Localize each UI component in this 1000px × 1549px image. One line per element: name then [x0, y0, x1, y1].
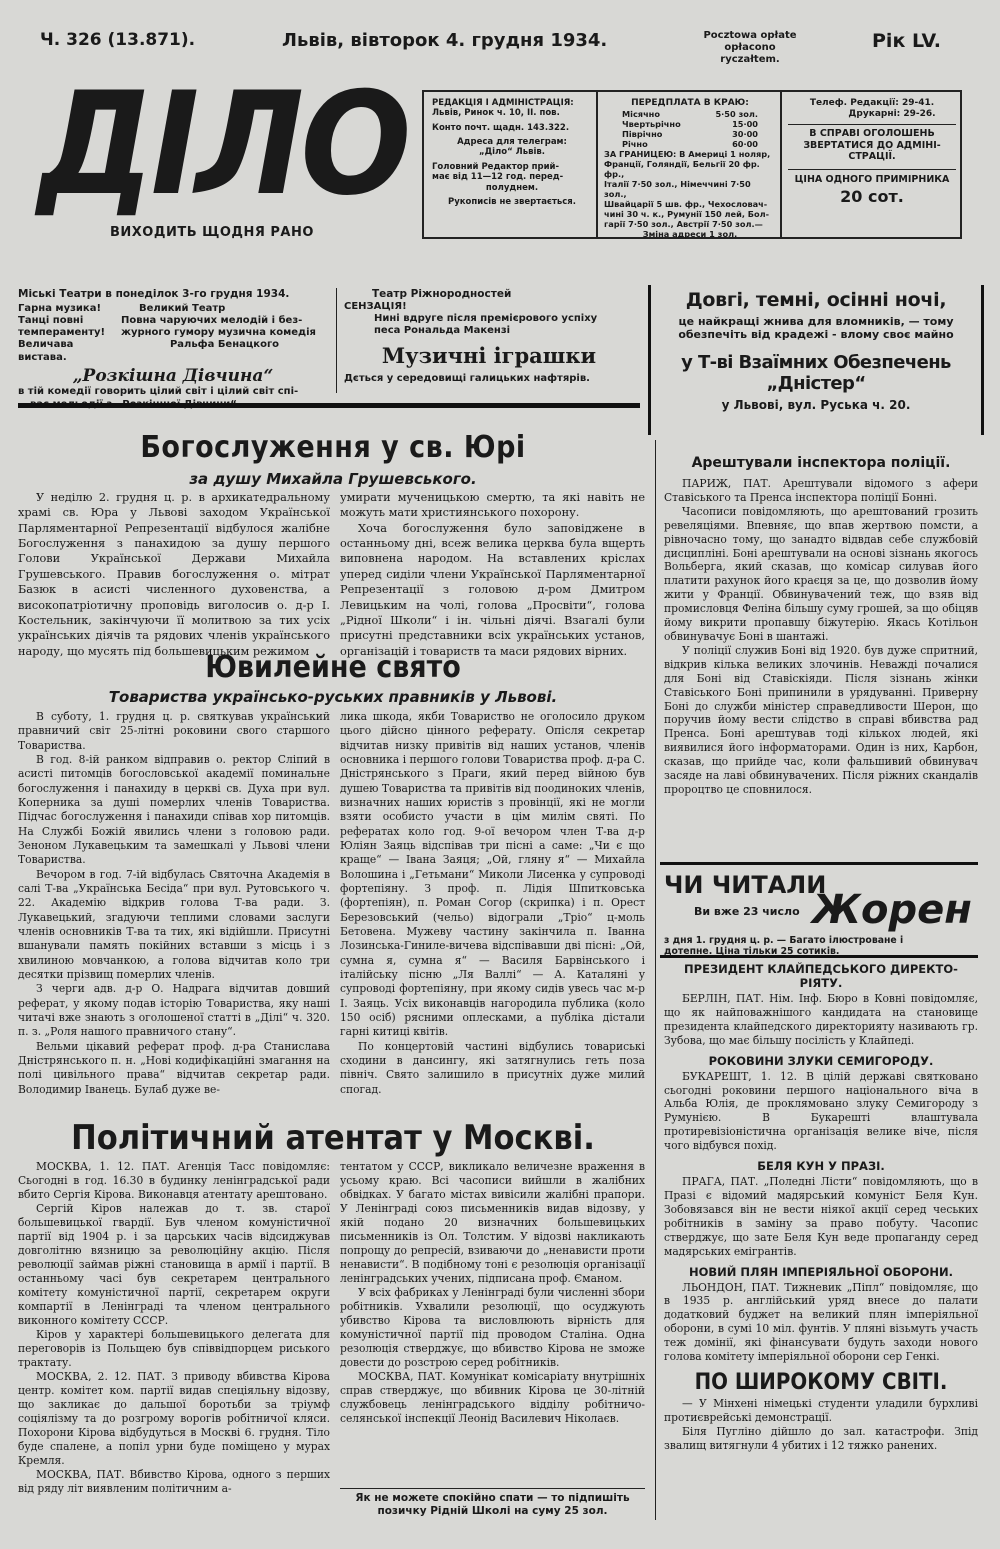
masthead-title: ДІЛО [38, 62, 408, 227]
rule-top [18, 403, 640, 408]
article1-col2: умирати мученицькою смертю, та які навіть не можуть мати християнського похорону. Хоча богослуження було заповіджене в останньому дні, всеж велика церква була вщерть виповнена народом. На вставлених кріслах уперед сиділи члени Української Парляментарної Репрезентації з головою д-ром Дмитром Левицьким на чолі, голова „Просвіти“, голова „Рідної Школи“ і ін. чільні діячі. Взагалі були присутні представники всіх українських установ, організацій і товариств та маси рядових вірних. [340, 491, 645, 658]
article3-col2: тентатом у СССР, викликало величезне враження в усьому краю. Всі часописи вийшли в жалібних обвідках. У багато містах вивісили жалібні прапори. У Ленінграді союз письменників видав відозву, у якій подано 20 визначних большевицьких письменників із Ол. Толстим. У відозві накликають попрощу до репресій, взиваючи до „ненависти проти ненависти“. В подібному тоні є резолюція організації ленінградських учених, підписана проф. Єманом. У всіх фабриках у Ленінграді були численні збори робітників. Ухвалили резолюції, що осуджують убивство Кірова та висловлюють вірність для комуністичної партії під проводом Сталіна. Одна резолюція стверджує, що вбивство Кірова не зможе довести до розстрою серед робітників. МОСКВА, ПАТ. Комунікат комісаріату внутрішніх справ стверджує, що вбивник Кірова це 30-літній службовець ленінградського відділу робітничо-селянської інспекції Леонід Василевич Ніколаєв. [340, 1160, 645, 1426]
article2-title: Ювилейне свято [205, 650, 461, 685]
issue-number: Ч. 326 (13.871). [40, 30, 196, 50]
inspector-title: Арештували інспектора поліції. [691, 455, 951, 471]
daily-note: ВИХОДИТЬ ЩОДНЯ РАНО [110, 225, 314, 240]
postage-note: Pocztowa opłate opłacono ryczałtem. [703, 30, 797, 66]
article1-title: Богослуження у св. Юрі [140, 430, 526, 465]
year-volume: Рік LV. [872, 30, 941, 52]
city-theatre-ad: Міські Театри в понеділок 3-го грудня 1934. Гарна музика! Танці повні темпераменту! Величава вистава. Великий Театр Повна чаруючих мелодій і без- журного гумору музична комедія Ральфа Бенацкого „Розкішна Дівчина“ в тій комедії говорить цілий світ і цілий світ спі- [18, 288, 316, 398]
variety-theatre-ad: Театр Ріжнородностей СЕНЗАЦІЯ! Нині вдруге після премієрового успіху песа Рональда Макензі Музичні іграшки Дється у середовищі галицьких нафтярів. [344, 288, 598, 384]
right-news: ПРЕЗИДЕНТ КЛАЙПЕДСЬКОГО ДИРЕКТО- РІЯТУ. БЕРЛІН, ПАТ. Нім. Інф. Бюро в Ковні повідомляє, що як найповажнішого кандидата на становище президента клайпедского директорияту називають гр. Зубова, що має більшу посілість у Клайпеді. РОКОВИНИ ЗЛУКИ СЕМИГОРОДУ. БУКАРЕШТ, 1. 12. В цілій державі святковано сьогодні роковини першого національного віча в Альба Юлія, де проклямовано злуку Семигороду з Румунією. В Букарешті влаштувала пpoтиревізіоністична організація велике віче, після чого відбувся похід. БЕЛЯ КУН У ПРАЗІ. ПРАГА, ПАТ. „Поледні Лісти“ повідомляють, що в Празі є відомий мадярський комуніст Беля Кун. Зобовязався він не вести ніякої акції серед чеських робітників в заміну за право побуту. Часопис стверджує, що зате Беля Кун веде пропаганду серед мадярських емігрантів. НОВИЙ ПЛЯН ІМПЕРІЯЛЬНОЇ ОБОРОНИ. ЛЬОНДОН, ПАТ. Тижневик „Піпл“ повідомляє, що в 1935 р. англійський уряд внесе до палати додатковий буджет на великий плян імперіяльної оборони, в сумі 10 міл. фунтів. У плянi візьмуть участь теж домінії, які фінансувати будуть заходи нового голова комітету імперіяльної оборони сер Генкі. ПО ШИРОКОМУ СВІТІ. — У Мінхені німецькі студенти уладили бурхливі протиєврейські демонстрації. Біля Пугліно дійшло до зал. катастрофи. Зпід звалищ витягнули 4 убитих і 12 тяжко ранених. [664, 962, 978, 1452]
article3-title: Політичний атентат у Москві. [71, 1118, 595, 1158]
dnister-ad: Довгі, темні, осінні ночі, це найкращі жнива для вломників, — тому обезпечіть від крадежі - вломy своє майно у Т-ві Взаїмних Обезпечень „Дністер“ у Львові, вул. Руська ч. 20. [648, 285, 984, 435]
info-box [422, 90, 962, 239]
ads-info: Телеф. Редакції: 29-41. Друкарні: 29-26. В СПРАВІ ОГОЛОШЕНЬ ЗВЕРТАТИСЯ ДО АДМІНІ- СТРАЦІЇ. ЦІНА ОДНОГО ПРИМІРНИКА 20 сот. [788, 98, 956, 207]
school-loan-note: Як не можете спокійно спати — то підпишіть позичку Рідній Школі на суму 25 зол. [340, 1488, 645, 1518]
right-column [664, 455, 978, 797]
article2-col2: лика шкода, якби Товариство не оголосило друком цього дійсно цінного реферату. Опісля секретар відчитав низку привітів від наших установ, членів основника і першого голови Товариства проф. д-ра С. Дністрянського з Праги, який перед війною був душею Товариства та привітів від поодиноких членів, визначних наших юристів з провінції, які не могли взяти особисто участи в цім милім святі. По рефератах коло год. 9-ої вечором член Т-ва д-р Юліян Заяць відспівав три пісні а саме: „Чи є що краще“ — Івана Заяця; „Ой, гляну я“ — Михайла Волошина і „Гетьмани“ Миколи Лисенка у супроводі фортепіяну. З проф. п. Лідія Шпитковська (фортепіян), п. Роман Согор (скрипка) і п. Орест Березовський (чельо) відограли „Тріо“ ц-моль Бетовена. Мужеву частину закінчила п. Іванна Лозинська-Гиниле-вичева відспівавши дві пісні: „Ой, сумна я, сумна я“ — Василя Барвінського і італійську пісню „Ля Валлі“ — А. Каталяні у супроводі фортепіяну, при якому сидів увесь час м-р І. Заяць. Усіх виконавців нагородила публика (коло 150 осіб) рясними оплесками, а публіка дістали гарні китиці квітів. По концертовій частині відбулись товариські сходини в дансингу, які затягнулись геть поза північ. Свято залишило в присутніх дуже милий спогад. [340, 710, 645, 1096]
article3-col1: МОСКВА, 1. 12. ПАТ. Агенція Тасс повідомляє: Сьогодні в год. 16.30 в будинку ленінградської ради вбито Сергія Кірова. Виконавця атентату арештовано. Сергій Кіров належав до т. зв. старої большевицької гвардії. Був членом комуністичної партії від 1904 р. і за царських часів відсиджував довголітню вязницю за революційну акцію. Після революції займав ріжні становища в армії і партії. В останньому часі був секретарем центрального комітету комуністичної партії, секретарем округи компартії в Ленінграді та членом центрального виконного комітету СССР. Кіров у характері большевицького делегата для переговорів із Польщею був співвідпорцем риського трактату. МОСКВА, 2. 12. ПАТ. З приводу вбивства Кірова центр. комітет ком. партії видав спеціяльну відозву, що закликає до дальшої боротьби за тріумф соціялізму та до розгрому ворогів робітничої кляси. Похорони Кірова відбудуться в Москві 6. грудня. Тіло буде спалене, а попіл урни буде поміщено у мурах Кремля. МОСКВА, ПАТ. Вбивство Кірова, одного з перших від ряду літ виявленим політичним а- [18, 1160, 330, 1496]
dateline: Львів, вівторок 4. грудня 1934. [282, 30, 608, 51]
subscription-info: ПЕРЕДПЛАТА В КРАЮ: Місячно 5·50 зол. Чвертьрічно 15·00 Піврічно 30·00 Річно 60·00 ЗА ГРАНИЦЕЮ: В Америці 1 ноляр, Франції, Голяндії, Бельгії 20 фр. фр., Італії 7·50 зол., Німеччині 7·50 зол., Швайцарії 5 шв. фр., Чехословач- чині 30 ч. к., Румунії 150 лей, Бол- гарії 7·50 зол., Австрії 7·50 зол.— Зміна адреси 1 зол. [604, 98, 771, 239]
zhoren-ad: ЧИ ЧИТАЛИ Ви вже 23 число Жорен з дня 1. грудня ц. р. — Багато ілюстроване і дотепне. Ціна тільки 25 сотиків. [660, 862, 978, 958]
article2-col1: В суботу, 1. грудня ц. р. святкував український правничий світ 25-літні роковини свого старшого Товариства. В год. 8-ій ранком відправив о. ректор Сліпий в асисті питомців богословської академії поминальне богослуження і панахиду в церкві св. Духа при вул. Коперника за душі померлих членів Товариства. Підчас богослуження і панахиди співав хор питомців. На Службі Божій явились члени з головою ради. Зеноном Лукавецьким та замешкалі у Львові члени Товариства. Вечором в год. 7-ій відбулась Святочна Академія в салі Т-ва „Українська Бесіда“ при вул. Рутовського ч. 22. Академію відкрив голова Т-ва ради. З. Лукавецький, згадуючи теплими словами заслуги членів основників Т-ва та тих, які відійшли. Присутні вшанували память покійних вставши з місць і з хвилиною мовчанкою, а голова відчитав коло три десятки прізвищ померлих членів. З черги адв. д-р О. Надрага відчитав довший реферат, у якому подав історію Товариства, яку наші читачі вже знають з оголошеної статті в „Ділі“ ч. 320. п. з. „Роля нашого правничого стану“. Вельми цікавий реферат проф. д-ра Станислава Дністрянського п. н. „Нові кодифікаційні змагання на полі цивільного права“ відчитав секретар ради. Володимир Іванець. Булаб дуже ве- [18, 710, 330, 1096]
inspector-text: ПАРИЖ, ПАТ. Арештували відомого з афери Ставіського та Пренса інспектора поліції Бонні. Часописи повідомляють, що арештований грозить ревеляціями. Впевняє, що впав жертвою помсти, а рівночасно тому, що занадто відвдав себе службовій дисципліні. Боні арештували на основі зізнань якогось Вольберга, який сказав, що комісар силував його платити рахунок його краєця за це, що дозволив йому жити у Франції. Обвинувачений теж, що взяв від промисловця Феліна більшу суму грошей, за що обіцяв йому викрити пропавшу біжутерію. Якась Котільон обвинувачує Боні в шантажі. У поліції служив Боні від 1920. був дуже спритний, відкрив кілька великих злочинів. Неважді почалися для Боні від Ставіскіяди. Після зізнань жінки Ставіського Боні припинили в урядуванні. Приверну Боні до служби міністер справедливости Шерон, що поручив йому вести слідство в справі вбивства рад Пренса. Боні арештував тоді кількох людей, які виявилися його інформаторами. Один із них, Карбон, сказав, що прийде час, коли фальшивий обвинувач засяде на лаві обвинувачених. Після ріжних скандалів пророцтво це сповнилося. [664, 477, 978, 796]
article2-subtitle: Товариства українсько-руських правників у Львові. [108, 688, 558, 706]
editorial-info: РЕДАКЦІЯ І АДМІНІСТРАЦІЯ: Львів, Ринок ч. 10, II. пов. Конто почт. щадн. 143.322. Адреса для телеграм: „Діло“ Львів. Головний Редактор прий- має від 11—12 год. перед- полуднем. Рукописів не звертається. [432, 98, 576, 207]
article1-subtitle: за душу Михайла Грушевського. [189, 470, 477, 488]
article1-col1: У неділю 2. грудня ц. р. в архикатедральному храмі св. Юра у Львові заходом Української Парляментарної Репрезентації відбулося жалібне Богослуження з панахидою за душу першого Голови Української Держави Михайла Грушевського. Правив богослуження о. мітрат Базюк в асисті численного духовенства, а високопатріотичну проповідь виголосив о. д-р І. Костельник, закінчуючи її молитвою за тих усіх українських діячів та рядових членів українського народу, що мусять під большевицьким режимом [18, 491, 330, 658]
